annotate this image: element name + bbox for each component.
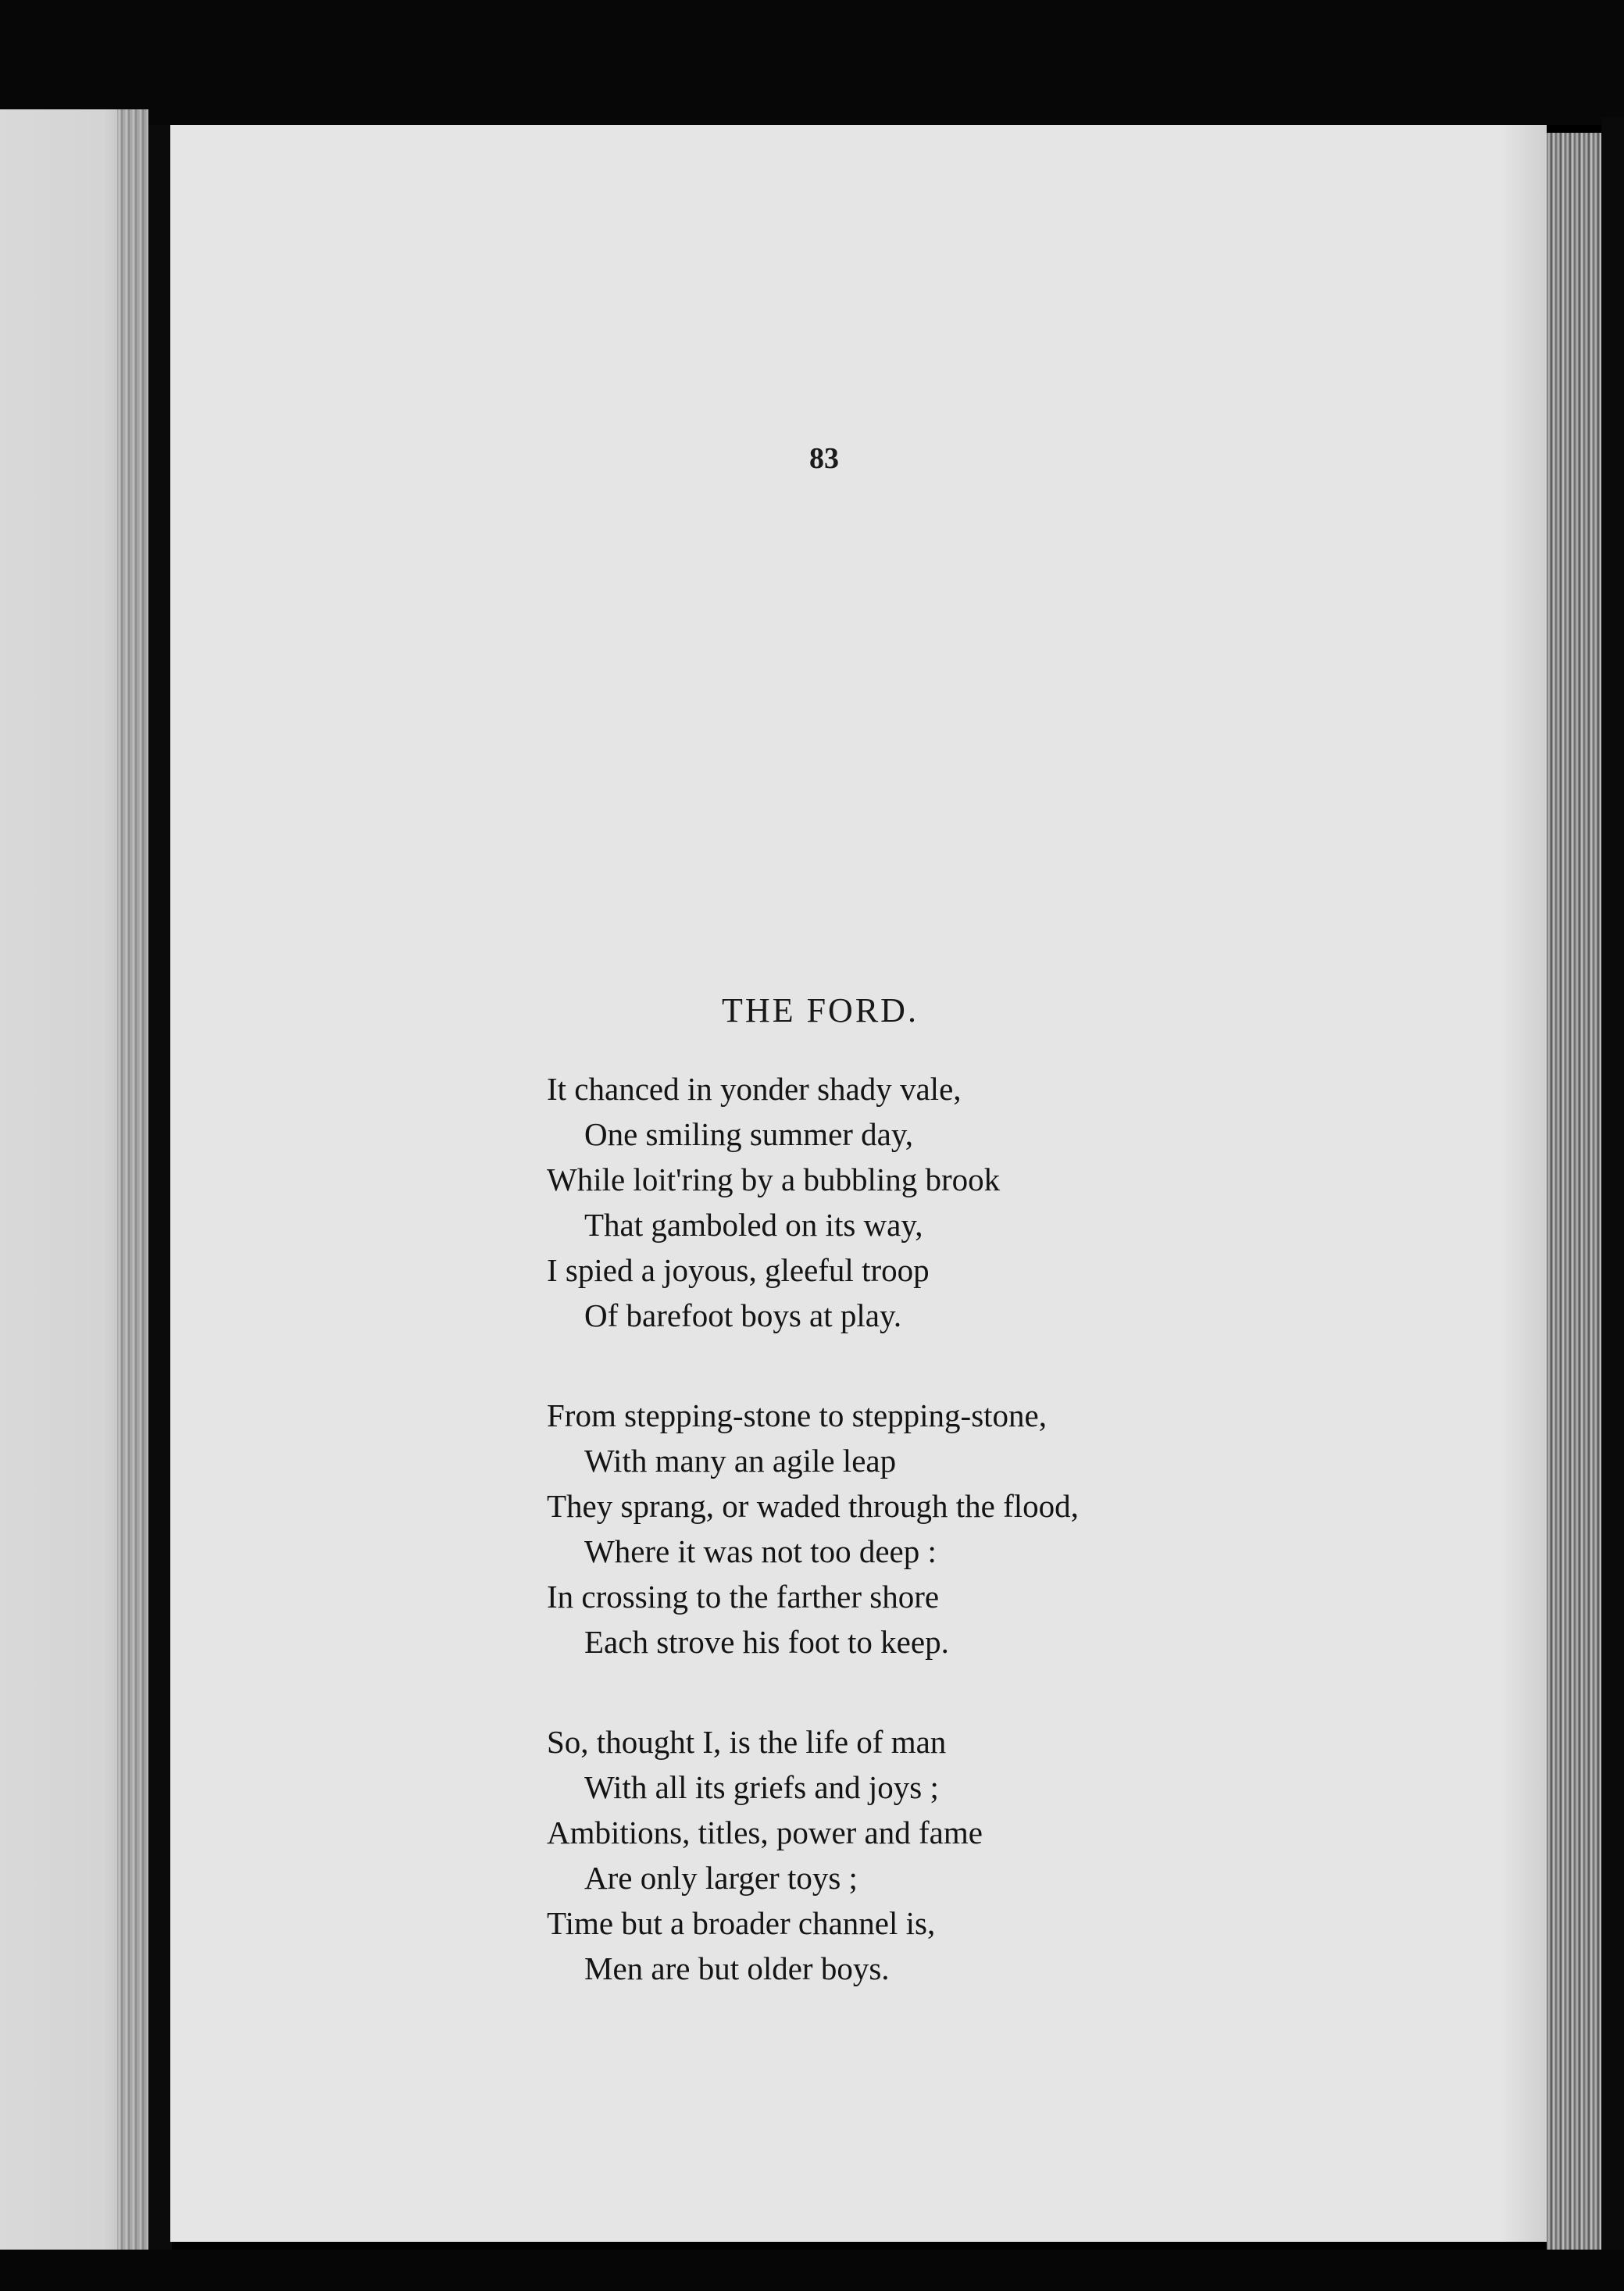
scan-right-border bbox=[1601, 117, 1624, 2291]
poem-line: That gamboled on its way, bbox=[584, 1207, 923, 1243]
poem-line: It chanced in yonder shady vale, bbox=[547, 1071, 962, 1107]
stanza-1 bbox=[547, 1066, 1187, 1338]
poem-line: With many an agile leap bbox=[584, 1443, 897, 1479]
poem-body bbox=[547, 1066, 1187, 2046]
page-edge-shadow bbox=[1500, 125, 1547, 2242]
facing-page-margin bbox=[117, 109, 148, 2265]
poem-line: Are only larger toys ; bbox=[584, 1860, 858, 1896]
page-number: 83 bbox=[809, 442, 839, 475]
poem-line: In crossing to the farther shore bbox=[547, 1579, 940, 1615]
poem-line: Each strove his foot to keep. bbox=[584, 1624, 949, 1660]
book-gutter bbox=[148, 125, 172, 2250]
poem-line: So, thought I, is the life of man bbox=[547, 1724, 947, 1760]
poem-line: With all its griefs and joys ; bbox=[584, 1769, 939, 1805]
poem-line: From stepping-stone to stepping-stone, bbox=[547, 1397, 1048, 1433]
stanza-3 bbox=[547, 1719, 1187, 1991]
poem-line: Of barefoot boys at play. bbox=[584, 1297, 902, 1333]
scan-top-border bbox=[0, 0, 1624, 125]
poem-title: THE FORD. bbox=[722, 991, 919, 1030]
poem-line: Where it was not too deep : bbox=[584, 1533, 937, 1569]
stanza-2 bbox=[547, 1393, 1187, 1665]
poem-line: Ambitions, titles, power and fame bbox=[547, 1815, 983, 1850]
scan-bottom-border bbox=[0, 2250, 1624, 2291]
poem-line: They sprang, or waded through the flood, bbox=[547, 1488, 1079, 1524]
poem-line: I spied a joyous, gleeful troop bbox=[547, 1252, 930, 1288]
poem-line: Time but a broader channel is, bbox=[547, 1905, 936, 1941]
poem-line: While loit'ring by a bubbling brook bbox=[547, 1162, 1001, 1197]
poem-line: Men are but older boys. bbox=[584, 1950, 890, 1986]
page-stack-edge bbox=[1547, 133, 1601, 2265]
poem-line: One smiling summer day, bbox=[584, 1116, 913, 1152]
